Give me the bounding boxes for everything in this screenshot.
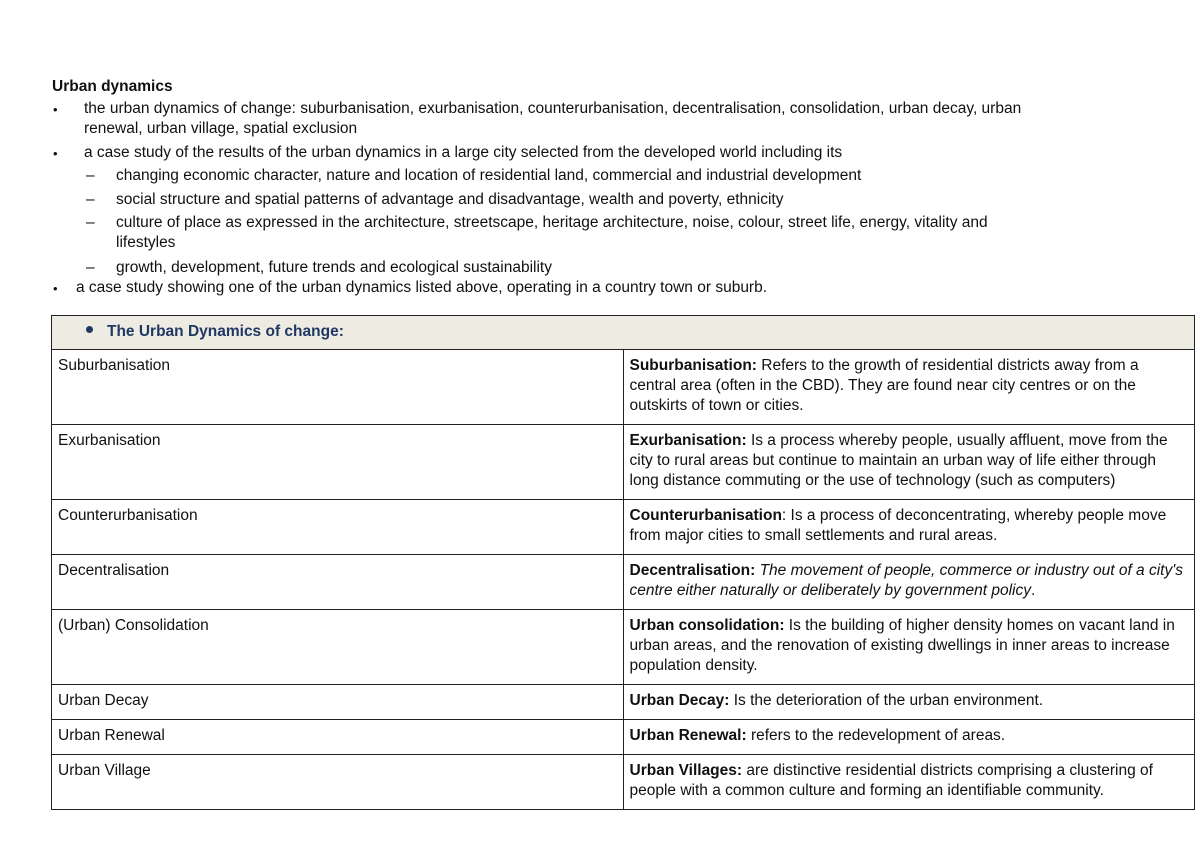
term-cell: Urban Decay	[52, 685, 624, 720]
definition-term: Urban consolidation:	[629, 617, 785, 634]
term-cell: Suburbanisation	[52, 350, 624, 425]
definition-cell	[623, 685, 1195, 720]
term-cell: Exurbanisation	[52, 425, 624, 500]
definition-term: Exurbanisation:	[629, 432, 747, 449]
table-row	[52, 425, 1195, 500]
definition-term: Decentralisation:	[629, 562, 756, 579]
definition-cell	[623, 500, 1195, 555]
dash-glyph: –	[86, 259, 95, 276]
definition-term: Counterurbanisation	[629, 507, 782, 524]
bullet-dot-icon	[86, 326, 93, 333]
definition-text: are distinctive residential districts comprising a clustering of people with a common culture and forming an identifiable community.	[629, 762, 1153, 799]
table-row	[52, 500, 1195, 555]
sub-item-3-line-2: lifestyles	[116, 234, 176, 251]
bullet-glyph: •	[53, 281, 58, 296]
definition-term: Urban Villages:	[629, 762, 743, 779]
bullet-item-1-line-2: renewal, urban village, spatial exclusion	[84, 120, 358, 137]
definition-cell	[623, 720, 1195, 755]
sub-item-1: changing economic character, nature and location of residential land, commercial and industrial development	[116, 167, 862, 184]
table-row	[52, 610, 1195, 685]
definition-italic-text: The movement of people, commerce or industry out of a city's centre either naturally or deliberately by government policy	[629, 562, 1183, 599]
table-header-row	[52, 316, 1195, 350]
page-title: Urban dynamics	[52, 78, 173, 95]
definition-cell	[623, 425, 1195, 500]
definition-cell	[623, 555, 1195, 610]
term-cell: Urban Renewal	[52, 720, 624, 755]
definition-text: refers to the redevelopment of areas.	[746, 727, 1006, 744]
bullet-glyph: •	[53, 146, 58, 161]
definition-text: Is the building of higher density homes on vacant land in urban areas, and the renovation of existing dwellings in inner areas to increase population density.	[629, 617, 1175, 674]
definition-text: Is the deterioration of the urban environment.	[729, 692, 1044, 709]
term-cell: (Urban) Consolidation	[52, 610, 624, 685]
dash-glyph: –	[86, 167, 95, 184]
definition-text: : Is a process of deconcentrating, whereby people move from major cities to small settlements and rural areas.	[629, 507, 1167, 544]
definition-term: Suburbanisation:	[629, 357, 757, 374]
definition-term: Urban Renewal:	[629, 727, 747, 744]
bullet-item-2: a case study of the results of the urban dynamics in a large city selected from the developed world including its	[84, 144, 843, 161]
term-cell: Urban Village	[52, 755, 624, 810]
dash-glyph: –	[86, 214, 95, 231]
table-row	[52, 685, 1195, 720]
term-cell: Decentralisation	[52, 555, 624, 610]
definition-tail: .	[1031, 582, 1036, 599]
bullet-item-3: a case study showing one of the urban dynamics listed above, operating in a country town or suburb.	[76, 279, 768, 296]
urban-dynamics-table	[51, 315, 1195, 810]
table-header-label: The Urban Dynamics of change:	[107, 323, 344, 340]
table-row	[52, 720, 1195, 755]
table-header-cell	[52, 316, 1195, 350]
sub-item-4: growth, development, future trends and ecological sustainability	[116, 259, 552, 276]
sub-item-3-line-1: culture of place as expressed in the architecture, streetscape, heritage architecture, noise, colour, street life, energy, vitality and	[116, 214, 988, 231]
definition-cell	[623, 350, 1195, 425]
dash-glyph: –	[86, 191, 95, 208]
definition-cell	[623, 610, 1195, 685]
sub-item-2: social structure and spatial patterns of advantage and disadvantage, wealth and poverty, ethnicity	[116, 191, 784, 208]
definition-text: Refers to the growth of residential districts away from a central area (often in the CBD). They are found near city centres or on the outskirts of town or cities.	[629, 357, 1139, 414]
definition-text: Is a process whereby people, usually affluent, move from the city to rural areas but continue to maintain an urban way of life either through long distance commuting or the use of technology (such as computers)	[629, 432, 1168, 489]
table-row	[52, 350, 1195, 425]
term-cell: Counterurbanisation	[52, 500, 624, 555]
bullet-glyph: •	[53, 102, 58, 117]
definition-term: Urban Decay:	[629, 692, 730, 709]
table-row	[52, 755, 1195, 810]
definition-cell	[623, 755, 1195, 810]
bullet-item-1-line-1: the urban dynamics of change: suburbanisation, exurbanisation, counterurbanisation, decentralisation, consolidation, urban decay, urban	[84, 100, 1022, 117]
table-row	[52, 555, 1195, 610]
